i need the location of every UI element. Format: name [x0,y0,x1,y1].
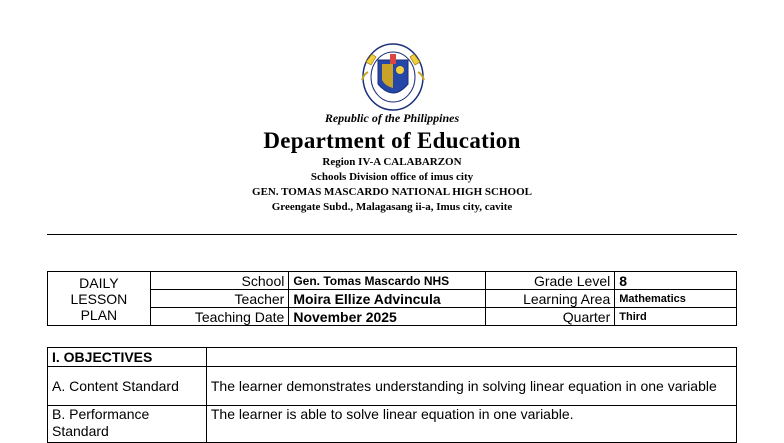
division-line: Schools Division office of imus city [310,171,474,183]
content-standard-text: The learner demonstrates understanding in solving linear equation in one variable [206,367,736,406]
objective-row [48,367,737,406]
school-name-line: GEN. TOMAS MASCARDO NATIONAL HIGH SCHOOL [252,186,532,198]
teacher-label: Teacher [150,290,289,308]
teacher-value: Moira Ellize Advincula [289,290,485,308]
header-divider [47,234,737,235]
info-row-school [48,272,737,290]
learning-area-value: Mathematics [615,290,737,308]
school-label: School [150,272,289,290]
school-address-line: Greengate Subd., Malagasang ii-a, Imus city, cavite [271,201,513,213]
plan-label-line-2: LESSON [70,290,128,307]
performance-standard-text: The learner is able to solve linear equation in one variable. [206,406,736,443]
objective-row [48,406,737,443]
deped-seal-logo [352,40,434,114]
lesson-info-table [47,271,737,326]
performance-standard-label: B. Performance Standard [48,406,207,443]
grade-level-label: Grade Level [485,272,615,290]
daily-lesson-plan-label [48,272,151,326]
info-row-date [48,308,737,326]
quarter-label: Quarter [485,308,615,326]
objectives-table [47,347,737,443]
content-standard-label: A. Content Standard [48,367,207,406]
grade-level-value: 8 [615,272,737,290]
teaching-date-value: November 2025 [289,308,485,326]
objectives-heading: I. OBJECTIVES [48,348,207,367]
objectives-heading-row [48,348,737,367]
teaching-date-label: Teaching Date [150,308,289,326]
quarter-value: Third [615,308,737,326]
info-row-teacher [48,290,737,308]
objectives-heading-empty [206,348,736,367]
plan-label-line-3: PLAN [80,306,118,323]
school-value: Gen. Tomas Mascardo NHS [289,272,485,290]
region-line: Region IV-A CALABARZON [322,156,462,168]
department-title: Department of Education [263,128,521,153]
plan-label-line-1: DAILY [79,274,119,291]
republic-line: Republic of the Philippines [324,111,460,125]
learning-area-label: Learning Area [485,290,615,308]
